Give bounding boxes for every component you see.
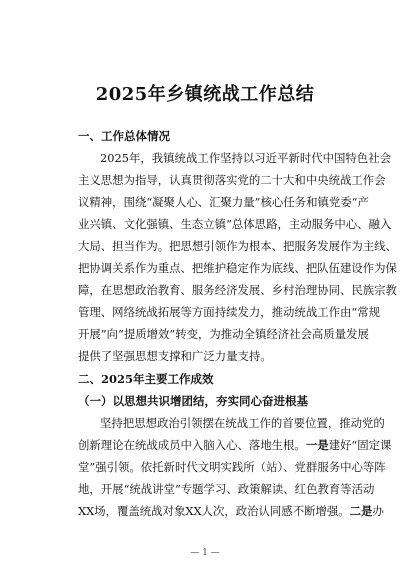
emphasis-text: 一是	[305, 438, 329, 452]
paragraph-line	[78, 437, 392, 453]
line-text: 创新理论在统战成员中入脑入心、落地生根。	[78, 438, 306, 452]
document-title: 2025年乡镇统战工作总结	[95, 84, 315, 105]
paragraph-line: 管理、网络统战拓展等方面持续发力，推动统战工作由“常规	[78, 305, 380, 319]
paragraph-line	[78, 503, 384, 519]
line-text: 办	[372, 504, 384, 518]
section-heading-results: 二、2025年主要工作成效	[78, 372, 214, 386]
paragraph-line: 2025年，我镇统战工作坚持以习近平新时代中国特色社会	[100, 151, 391, 165]
paragraph-line: 地，开展“统战讲堂”专题学习、政策解读、红色教育等活动	[78, 482, 375, 496]
paragraph-line: 把协调关系作为重点、把维护稳定作为底线、把队伍建设作为保	[78, 261, 397, 275]
emphasis-text: 二是	[349, 504, 373, 518]
paragraph-line: 主义思想为指导，认真贯彻落实党的二十大和中央统战工作会	[78, 173, 386, 187]
paragraph-line: 业兴镇、文化强镇、生态立镇”总体思路，主动服务中心、融入	[78, 217, 392, 231]
subsection-heading: （一）以思想共识增团结，夯实同心奋进根基	[78, 394, 308, 408]
paragraph-line: 障，在思想政治教育、服务经济发展、乡村治理协同、民族宗教	[78, 283, 397, 297]
line-text: 建好“固定课	[328, 438, 392, 452]
line-text: XX场，覆盖统战对象XX人次，政治认同感不断增强。	[78, 504, 350, 518]
paragraph-line: 大局、担当作为。把思想引领作为根本、把服务发展作为主线、	[78, 239, 397, 253]
section-heading-overview: 一、工作总体情况	[78, 129, 170, 143]
paragraph-line: 堂”强引领。依托新时代文明实践所（站）、党群服务中心等阵	[78, 460, 386, 474]
page-number: — 1 —	[190, 548, 220, 558]
paragraph-line: 坚持把思想政治引领摆在统战工作的首要位置，推动党的	[100, 416, 385, 430]
paragraph-line: 开展”向“提质增效”转变，为推动全镇经济社会高质量发展	[78, 327, 369, 341]
paragraph-line: 提供了坚强思想支撑和广泛力量支持。	[78, 349, 272, 363]
paragraph-line: 议精神，围绕“凝聚人心、汇聚力量”核心任务和镇党委“产	[78, 195, 369, 209]
